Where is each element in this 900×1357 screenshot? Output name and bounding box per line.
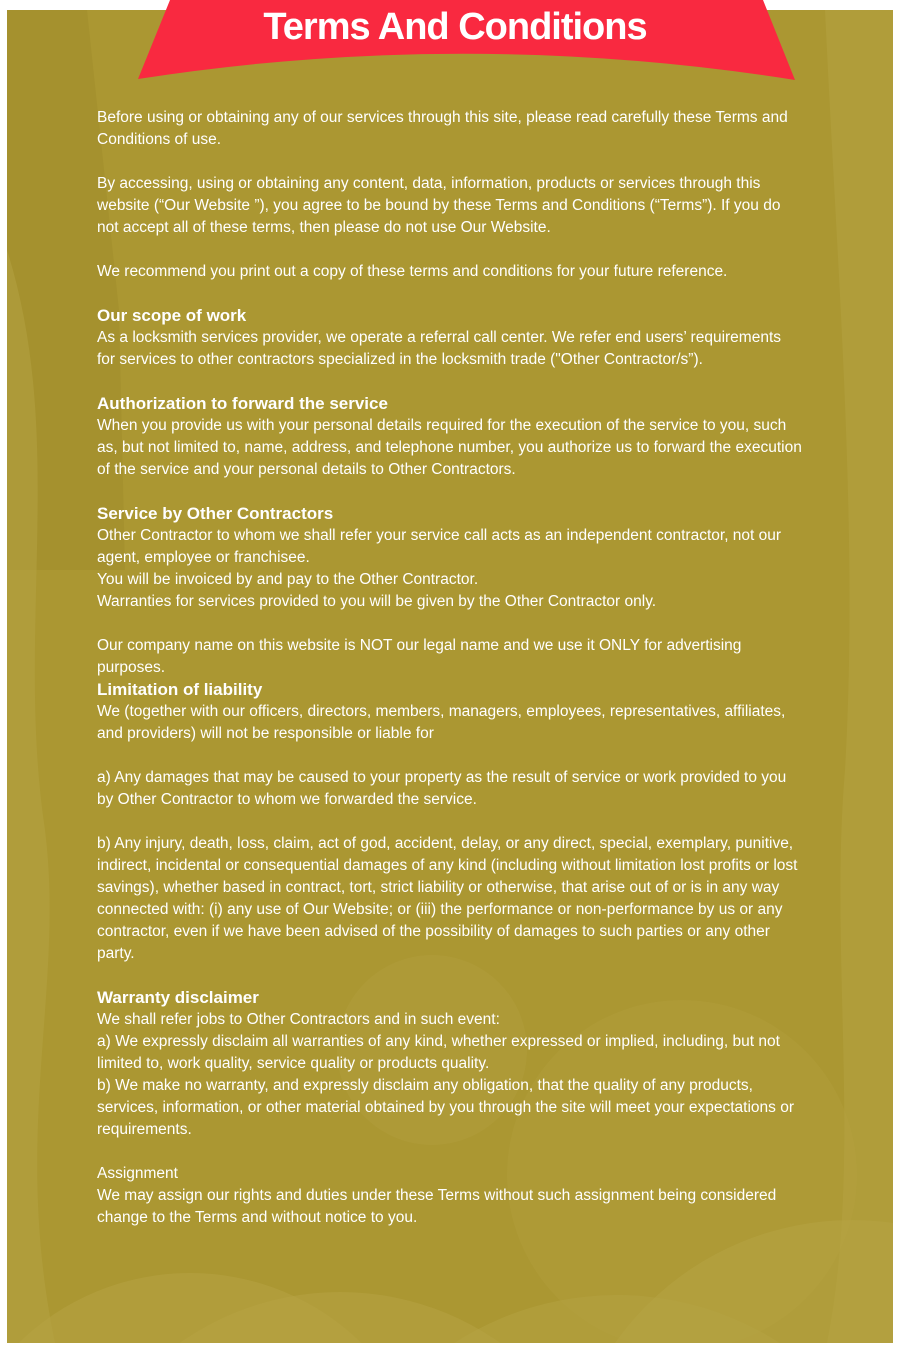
paragraph: b) We make no warranty, and expressly disclaim any obligation, that the quality of any products, services, information, or other material obtained by you through the site will meet your expectations or requirements. [97, 1077, 794, 1138]
paragraph: Our company name on this website is NOT our legal name and we use it ONLY for advertising purposes. [97, 637, 742, 676]
paragraph: We shall refer jobs to Other Contractors and in such event: [97, 1011, 500, 1028]
terms-content [97, 107, 803, 1229]
section-heading: Limitation of liability [97, 680, 263, 699]
paragraph: We may assign our rights and duties under these Terms without such assignment being considered change to the Terms and without notice to you. [97, 1187, 777, 1226]
paragraph: You will be invoiced by and pay to the Other Contractor. [97, 571, 479, 588]
paragraph: Warranties for services provided to you will be given by the Other Contractor only. [97, 593, 657, 610]
paragraph: We (together with our officers, directors, members, managers, employees, representatives, affiliates, and providers) will not be responsible or liable for [97, 703, 786, 742]
paragraph: As a locksmith services provider, we operate a referral call center. We refer end users’ requirements for services to other contractors specialized in the locksmith trade ("Other Contractor/s”). [97, 329, 782, 368]
paragraph: a) Any damages that may be caused to your property as the result of service or work provided to you by Other Contractor to whom we forwarded the service. [97, 769, 787, 808]
page-title: Terms And Conditions [263, 6, 647, 48]
section-heading: Assignment [97, 1165, 178, 1182]
section-heading: Our scope of work [97, 306, 247, 325]
paragraph: By accessing, using or obtaining any content, data, information, products or services through this website (“Our Website ”), you agree to be bound by these Terms and Conditions (“Terms”). If you do not accept all of these terms, then please do not use Our Website. [97, 175, 781, 236]
paragraph: Other Contractor to whom we shall refer your service call acts as an independent contractor, not our agent, employee or franchisee. [97, 527, 782, 566]
paragraph: b) Any injury, death, loss, claim, act of god, accident, delay, or any direct, special, exemplary, punitive, indirect, incidental or consequential damages of any kind (including without limitation lost profits or lost savings), whether based in contract, tort, strict liability or otherwise, that arise out of or is in any way connected with: (i) any use of Our Website; or (iii) the performance or non-performance by us or any contractor, even if we have been advised of the possibility of damages to such parties or any other party. [97, 835, 798, 962]
section-heading: Service by Other Contractors [97, 504, 334, 523]
paragraph: a) We expressly disclaim all warranties of any kind, whether expressed or implied, including, but not limited to, work quality, service quality or products quality. [97, 1033, 780, 1072]
paragraph: Before using or obtaining any of our services through this site, please read carefully these Terms and Conditions of use. [97, 109, 788, 148]
paragraph: We recommend you print out a copy of these terms and conditions for your future reference. [97, 263, 728, 280]
title-ribbon [110, 0, 800, 85]
page-background [7, 10, 893, 1343]
section-heading: Authorization to forward the service [97, 394, 388, 413]
paragraph: When you provide us with your personal details required for the execution of the service to you, such as, but not limited to, name, address, and telephone number, you authorize us to forward the execution of the service and your personal details to Other Contractors. [97, 417, 802, 478]
section-heading: Warranty disclaimer [97, 988, 259, 1007]
